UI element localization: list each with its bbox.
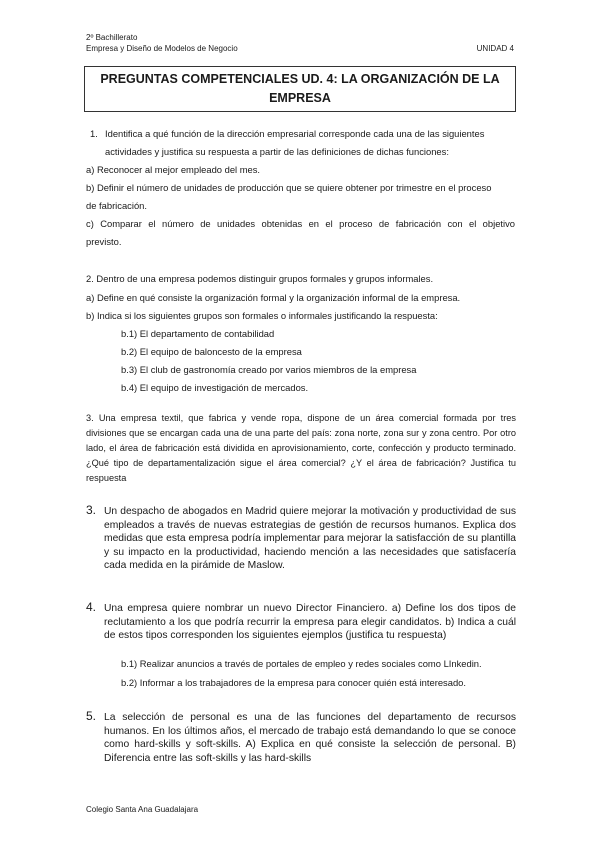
q4-text: Una empresa quiere nombrar un nuevo Director Financiero. a) Define los dos tipos de reclutamiento a los que podría recurrir la empresa para elegir candidatos. b) Indica a cuál de estos tipos corresponden los siguientes ejemplos (justifica tu respuesta) xyxy=(104,603,516,642)
title-line-2: EMPRESA xyxy=(269,91,331,105)
q1-option-b-line-2: de fabricación. xyxy=(86,200,147,211)
q2-item: b.2) El equipo de baloncesto de la empresa xyxy=(121,346,302,357)
q3-lawfirm-text: Un despacho de abogados en Madrid quiere mejorar la motivación y productividad de sus empleados a través de nuevas estrategias de gestión de recursos humanos. Explica dos medidas que esta empresa podría implementar para mejorar la satisfacción de su plantilla y su impacto en la productividad, haciendo mención a las necesidades que satisfacería cada medida en la pirámide de Maslow. xyxy=(104,506,516,572)
q5-number: 5. xyxy=(86,709,97,723)
q1-option-a: a) Reconocer al mejor empleado del mes. xyxy=(86,164,261,175)
q1-option-c-line-2: previsto. xyxy=(86,236,122,247)
header-course: 2º Bachillerato xyxy=(86,33,138,42)
q2-intro: 2. Dentro de una empresa podemos distinguir grupos formales y grupos informales. xyxy=(86,273,434,284)
title-line-1: PREGUNTAS COMPETENCIALES UD. 4: LA ORGANIZACIÓN DE LA xyxy=(100,72,500,86)
footer-school: Colegio Santa Ana Guadalajara xyxy=(86,805,199,814)
q1-line-2: actividades y justifica su respuesta a partir de las definiciones de dichas funciones: xyxy=(105,146,449,157)
q2-item: b.1) El departamento de contabilidad xyxy=(121,328,275,339)
q5-text: La selección de personal es una de las funciones del departamento de recursos humanos. En los últimos años, el mercado de trabajo está demandando lo que se conoce como hard-skills y soft-skills. A) Explica en qué consiste la selección de personal. B) Diferencia entre las soft-skills y las hard-skills xyxy=(104,712,516,764)
q2-item: b.3) El club de gastronomía creado por varios miembros de la empresa xyxy=(121,364,417,375)
header-unit: UNIDAD 4 xyxy=(476,44,514,53)
page-title xyxy=(84,66,516,112)
header-subject: Empresa y Diseño de Modelos de Negocio xyxy=(86,44,238,53)
q3-textile-number: 3. xyxy=(86,413,94,423)
q1-line-1: Identifica a qué función de la dirección empresarial corresponde cada una de las siguientes xyxy=(105,128,485,139)
q3-textile-block xyxy=(86,411,516,486)
q1-number: 1. xyxy=(90,128,98,139)
q2-option-b: b) Indica si los siguientes grupos son formales o informales justificando la respuesta: xyxy=(86,310,438,321)
q4-item: b.1) Realizar anuncios a través de portales de empleo y redes sociales como LInkedin. xyxy=(121,658,482,669)
q1-option-b-line-1: b) Definir el número de unidades de producción que se quiere obtener por trimestre en el proceso xyxy=(86,182,492,193)
q4-item: b.2) Informar a los trabajadores de la empresa para conocer quién está interesado. xyxy=(121,677,466,688)
q4-number: 4. xyxy=(86,600,97,614)
q2-item: b.4) El equipo de investigación de mercados. xyxy=(121,382,309,393)
q1-option-c-line-1: c) Comparar el número de unidades obtenidas en el proceso de fabricación con el objetivo xyxy=(86,218,515,229)
q3-lawfirm-number: 3. xyxy=(86,503,97,517)
q3-textile-text: Una empresa textil, que fabrica y vende ropa, dispone de un área comercial formada por tres divisiones que se encargan cada una de una parte del país: zona norte, zona sur y zona centro. Por otro lado, el área de fabricación está dividida en aprovisionamiento, corte, confección y producto terminado. ¿Qué tipo de departamentalización sigue el área comercial? ¿Y el área de fabricación? Justifica tu respuesta xyxy=(86,413,516,483)
q2-option-a: a) Define en qué consiste la organización formal y la organización informal de la empresa. xyxy=(86,292,461,303)
